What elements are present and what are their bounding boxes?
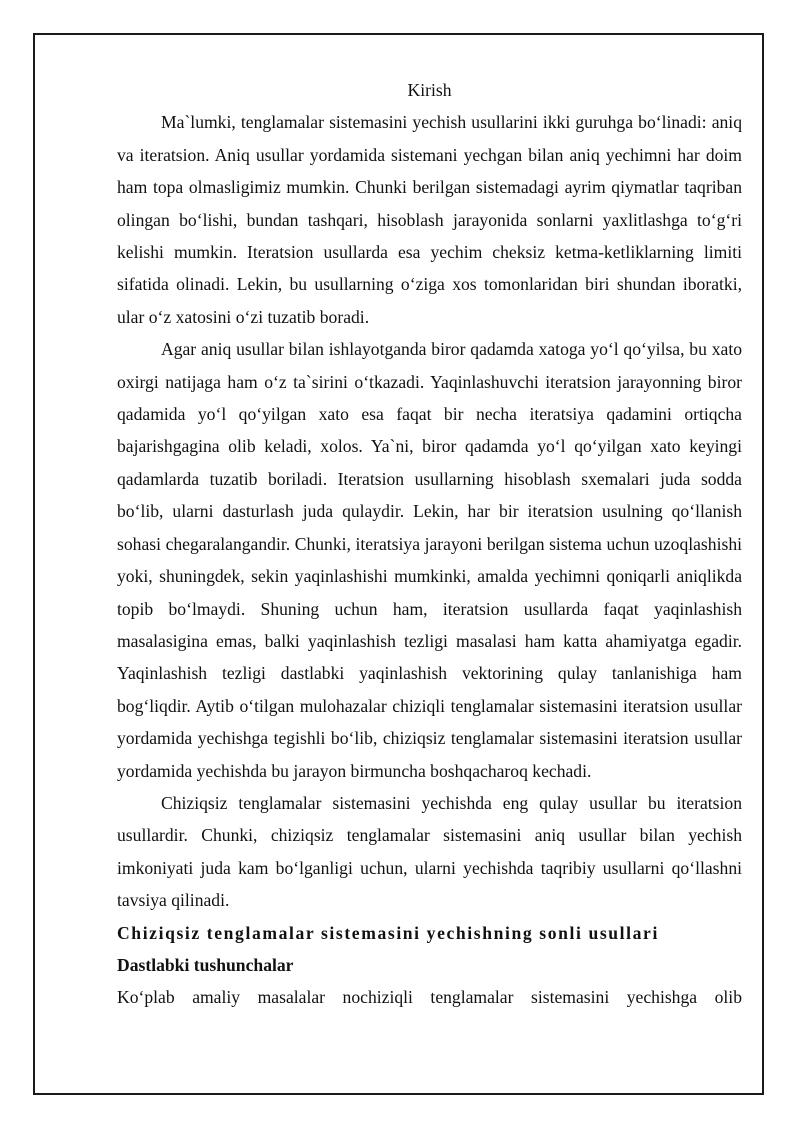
paragraph-2: Agar aniq usullar bilan ishlayotganda biror qadamda xatoga yo‘l qo‘yilsa, bu xato oxirgi natijaga ham o‘z ta`sirini o‘tkazadi. Yaqinlashuvchi iteratsion jarayonning biror qadamida yo‘l qo‘yilgan xato esa faqat bir necha iteratsiya qadamini ortiqcha bajarishgagina olib keladi, xolos. Ya`ni, biror qadamda yo‘l qo‘yilgan xato keyingi qadamlarda tuzatib boriladi. Iteratsion usullarning hisoblash sxemalari juda sodda bo‘lib, ularni dasturlash juda qulaydir. Lekin, har bir iteratsion usulning qo‘llanish sohasi chegaralangandir. Chunki, iteratsiya jarayoni berilgan sistema uchun uzoqlashishi yoki, shuningdek, sekin yaqinlashishi mumkinki, amalda yechimni qoniqarli aniqlikda topib bo‘lmaydi. Shuning uchun ham, iteratsion usullarda faqat yaqinlashish masalasigina emas, balki yaqinlashish tezligi masalasi ham katta ahamiyatga egadir. Yaqinlashish tezligi dastlabki yaqinlashish vektorining qulay tanlanishiga ham bog‘liqdir. Aytib o‘tilgan mulohazalar chiziqli tenglamalar sistemasini iteratsion usullar yordamida yechishga tegishli bo‘lib, chiziqsiz tenglamalar sistemasini iteratsion usullar yordamida yechishda bu jarayon birmuncha boshqacharoq kechadi. bbox=[117, 339, 742, 781]
document-body bbox=[117, 74, 742, 1014]
sub-heading: Dastlabki tushunchalar bbox=[117, 954, 294, 975]
document-title: Kirish bbox=[407, 80, 452, 100]
section-heading: Chiziqsiz tenglamalar sistemasini yechishning sonli usullari bbox=[117, 922, 659, 943]
paragraph-1: Ma`lumki, tenglamalar sistemasini yechish usullarini ikki guruhga bo‘linadi: aniq va iteratsion. Aniq usullar yordamida sistemani yechgan bilan aniq yechimni har doim ham topa olmasligimiz mumkin. Chunki berilgan sistemadagi ayrim qiymatlar taqriban olingan bo‘lishi, bundan tashqari, hisoblash jarayonida sonlarni yaxlitlashga to‘g‘ri kelishi mumkin. Iteratsion usullarda esa yechim cheksiz ketma-ketliklarning limiti sifatida olinadi. Lekin, bu usullarning o‘ziga xos tomonlaridan biri shundan iboratki, ular o‘z xatosini o‘zi tuzatib boradi. bbox=[117, 112, 742, 327]
closing-paragraph: Ko‘plab amaliy masalalar nochiziqli tenglamalar sistemasini yechishga olib bbox=[117, 987, 742, 1008]
paragraph-3: Chiziqsiz tenglamalar sistemasini yechishda eng qulay usullar bu iteratsion usullardir. Chunki, chiziqsiz tenglamalar sistemasini aniq usullar bilan yechish imkoniyati juda kam bo‘lganligi uchun, ularni yechishda taqribiy usullarni qo‘llashni tavsiya qilinadi. bbox=[117, 792, 742, 911]
